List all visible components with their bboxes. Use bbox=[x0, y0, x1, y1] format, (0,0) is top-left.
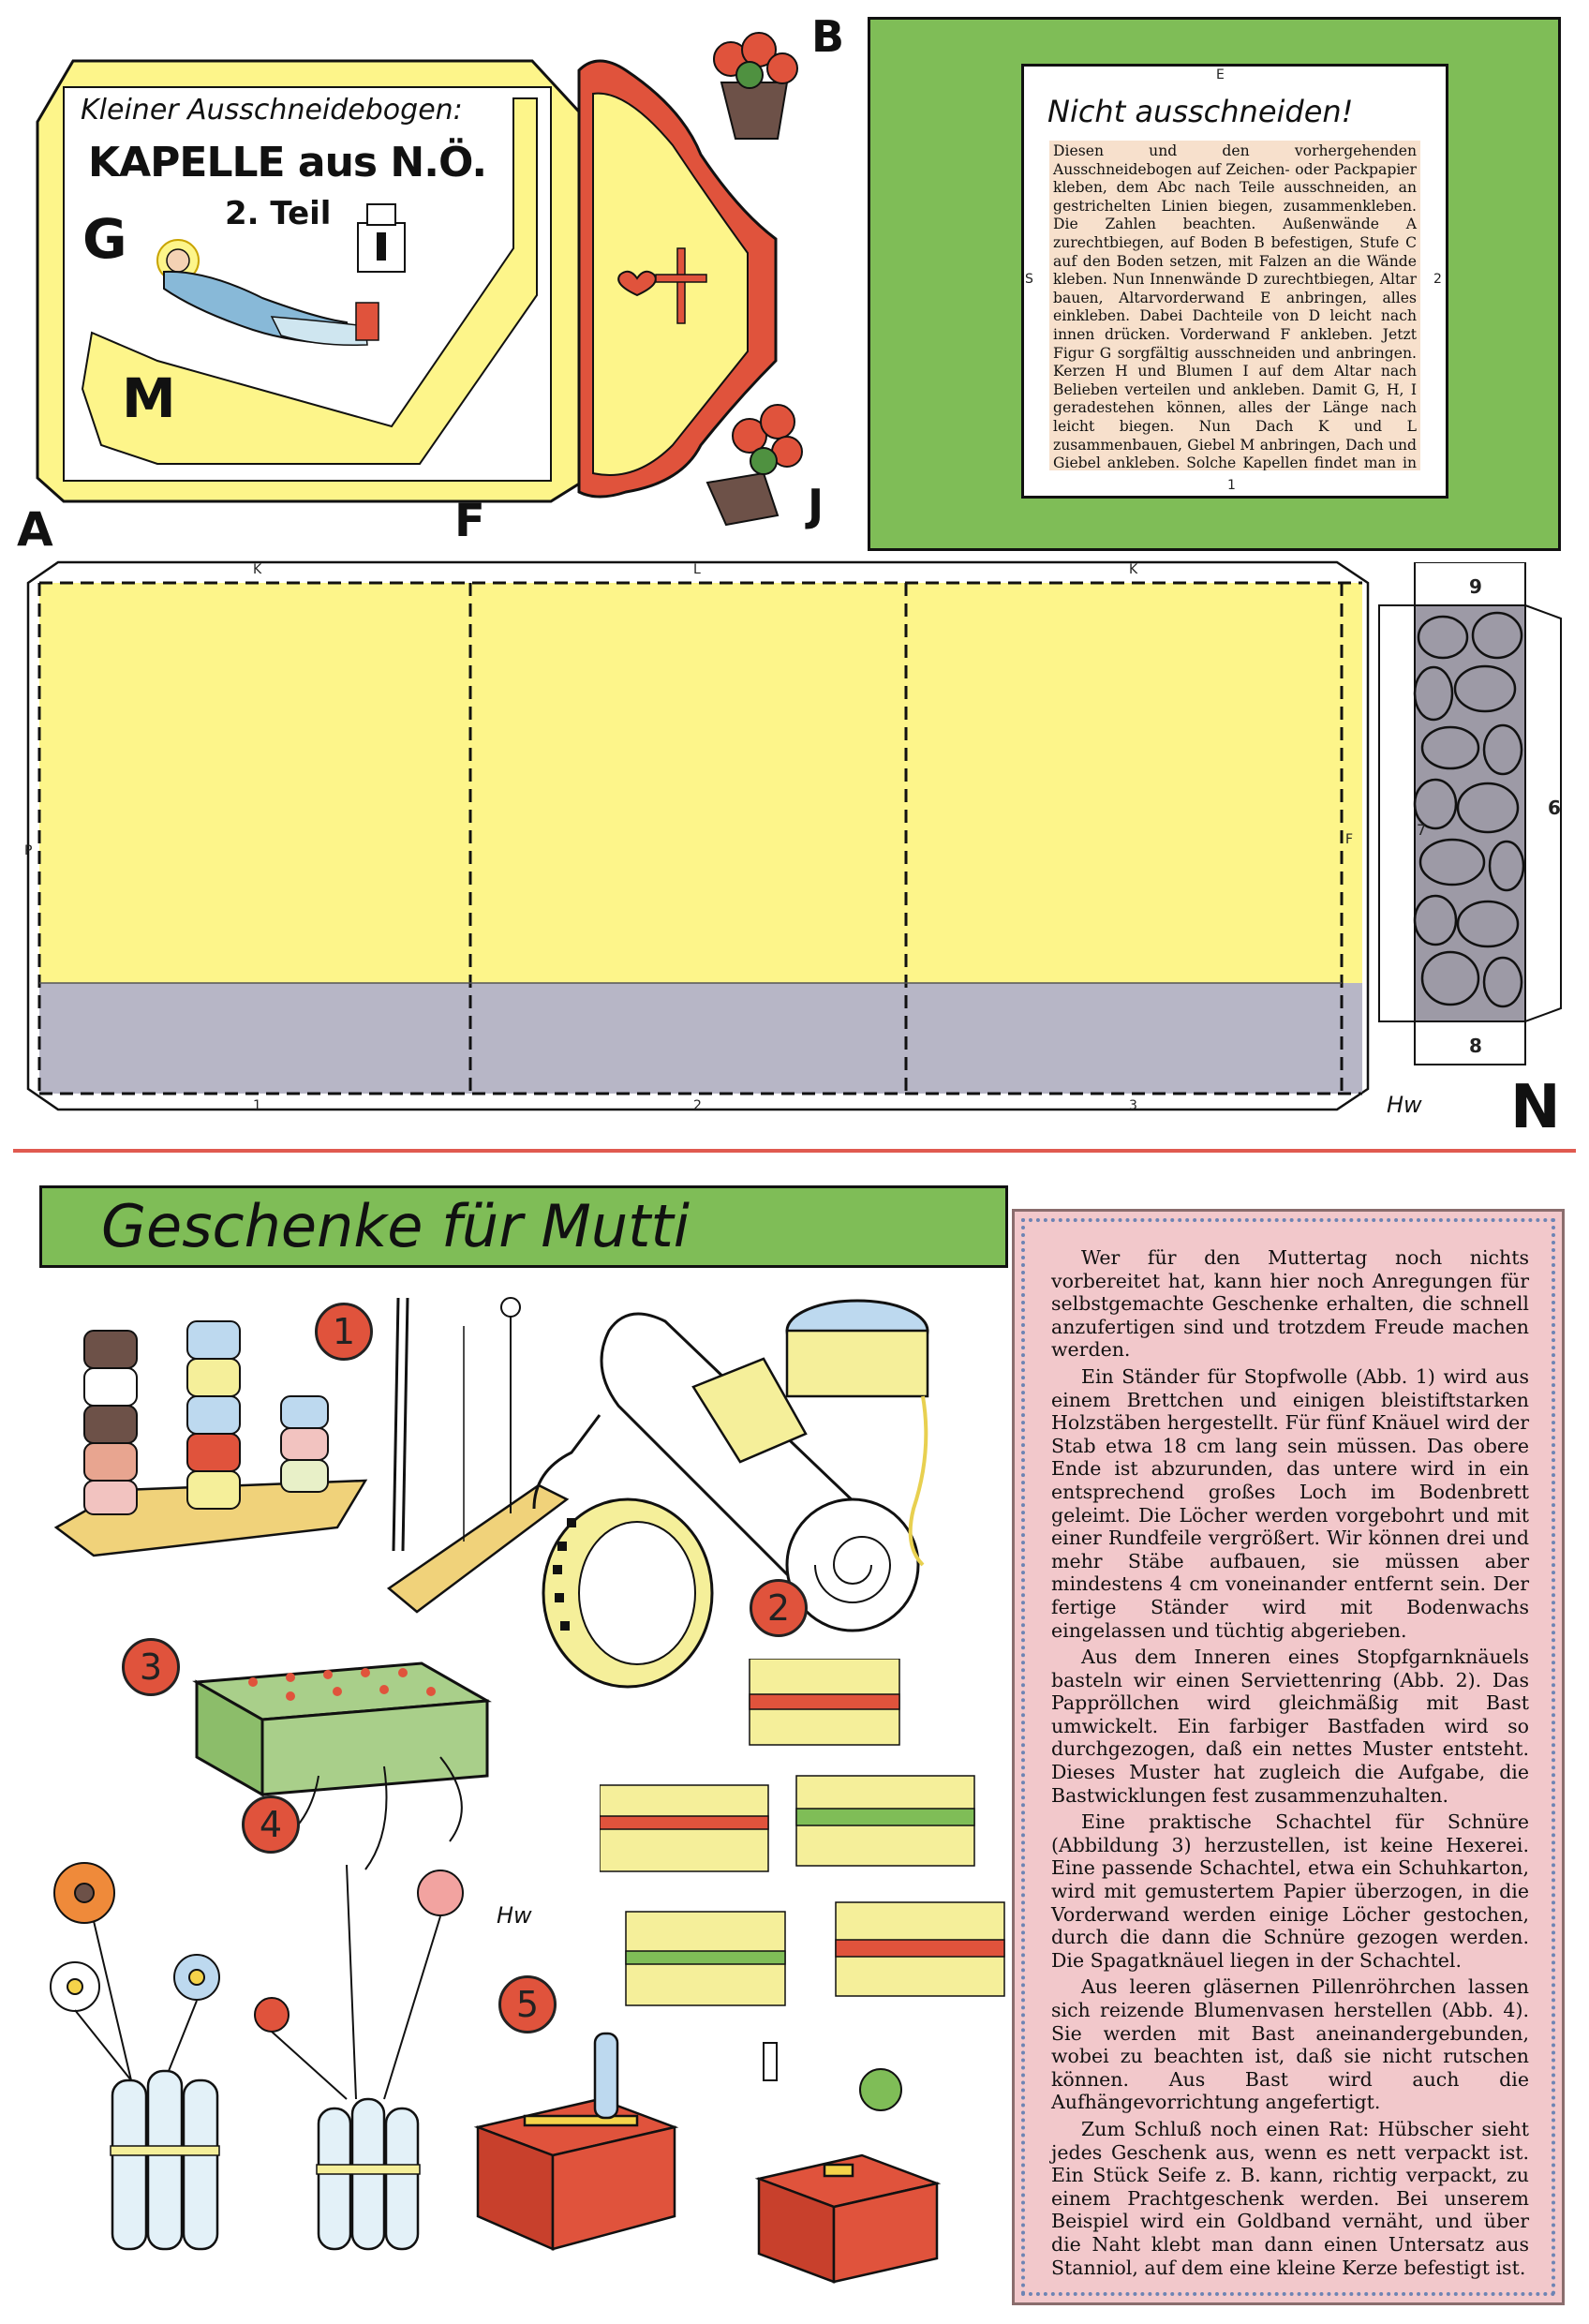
wall-top-label-3: K bbox=[1129, 562, 1138, 577]
gifts-paragraph-4: Eine praktische Schachtel für Schnüre (Abbildung 3) herzustellen, ist keine Hexerei. Eine passende Schachtel, etwa ein Schuhkarton, wird mit gemustertem Papier überzogen, in die Vorderwand werden einige Löcher gestochen, durch die dann die Schnüre gezogen werden. Die Spagatknäuel liegen in der Schachtel. bbox=[1051, 1810, 1529, 1972]
part-letter-g: G bbox=[82, 207, 127, 271]
weave-patterns-illustration bbox=[600, 1659, 1012, 2015]
gifts-title: Geschenke für Mutti bbox=[101, 1192, 691, 1260]
frame-label-left: S bbox=[1025, 272, 1033, 287]
gifts-paragraph-1: Wer für den Muttertag noch nichts vorbereitet hat, kann hier noch Anregungen für selbstgemachte Geschenke erhalten, die schnell anzufertigen sind und trotzdem Freude machen werden. bbox=[1051, 1246, 1529, 1362]
part-letter-n: N bbox=[1510, 1073, 1561, 1142]
frame-label-bottom: 1 bbox=[1227, 478, 1236, 493]
part-letter-f: F bbox=[454, 495, 485, 547]
frame-label-top: E bbox=[1216, 67, 1225, 82]
figure-number-3: 3 bbox=[122, 1638, 180, 1696]
frame-label-right: 2 bbox=[1433, 272, 1442, 287]
wall-bottom-label-2: 2 bbox=[693, 1098, 702, 1113]
gift-boxes-illustration bbox=[468, 2015, 993, 2296]
sheet-signature: Hw bbox=[1387, 1092, 1422, 1118]
wall-bottom-label-1: 1 bbox=[253, 1098, 261, 1113]
altar-icon bbox=[349, 195, 414, 279]
gifts-paragraph-3: Aus dem Inneren eines Stopfgarnknäuels basteln wir einen Serviettenring (Abb. 2). Das Pappröllchen wird gleichmäßig mit Bast umwickelt. Ein farbiger Bastfaden wird so durchgezogen, daß ein nettes Muster entsteht. Dieses Muster hat zugleich die Aufgabe, die Bastwicklungen fest zusammenzuhalten. bbox=[1051, 1646, 1529, 1807]
wall-top-label-1: K bbox=[253, 562, 262, 577]
stone-label-bottom: 8 bbox=[1469, 1035, 1482, 1057]
wall-side-label-right: F bbox=[1345, 832, 1354, 847]
gifts-paragraph-2: Ein Ständer für Stopfwolle (Abb. 1) wird aus einem Brettchen und einigen bleistiftstarken Holzstäben hergestellt. Für fünf Knäuel wird der Stab etwa 18 cm lang sein müssen. Das obere Ende ist abzurunden, das untere wird in ein entsprechend großes Loch im Bodenbrett geleimt. Die Löcher werden vorgebohrt und mit einer Rundfeile vergrößert. Wir können drei und mehr Stäbe aufbauen, sie müssen aber mindestens 4 cm voneinander entfernt sein. Der fertige Ständer wird mit Bodenwachs eingelassen und tüchtig abgerieben. bbox=[1051, 1364, 1529, 1642]
instructions-body: Diesen und den vorhergehenden Ausschneidebogen auf Zeichen- oder Packpapier kleben, dem Abc nach Teile ausschneiden, an gestrichelten Linien biegen, zusammenkleben. Die Zahlen beachten. Außenwände A zurechtbiegen, auf Boden B befestigen, Stufe C auf den Boden setzen, mit Falzen an die Wände kleben. Nun Innenwände D zurechtbiegen, Altar bauen, Altarvorderwand E anbringen, alles einkleben. Dabei Dachteile von D leicht nach innen drücken. Vorderwand F ankleben. Jetzt Figur G sorgfältig ausschneiden und anbringen. Kerzen H und Blumen I auf dem Altar nach Belieben verteilen und ankleben. Damit G, H, I geradestehen können, alles der Länge nach leicht biegen. Nun Dach K und L zusammenbauen, Giebel M anbringen, Dach und Giebel ankleben. Solche Kapellen findet man in bbox=[1049, 141, 1420, 470]
gifts-paragraph-5: Aus leeren gläsernen Pillenröhrchen lassen sich reizende Blumenvasen herstellen (Abb. 4). Sie werden mit Bast aneinandergebunden, wobei zu beachten ist, daß sie nicht rutschen können. Aus Bast wird auch die Aufhängevorrichtung angefertigt. bbox=[1051, 1975, 1529, 2114]
flower-vases-illustration bbox=[37, 1827, 525, 2268]
stone-strip-n bbox=[1377, 562, 1574, 1068]
figure-number-1: 1 bbox=[315, 1303, 373, 1361]
part-letter-j: J bbox=[808, 480, 824, 530]
wall-strip-a bbox=[21, 555, 1370, 1117]
flower-pot-b bbox=[684, 17, 824, 157]
gifts-paragraph-6: Zum Schluß noch einen Rat: Hübscher sieht jedes Geschenk aus, wenn es nett verpackt ist. Ein Stück Seife z. B. kann, richtig verpackt, zu einem Prachtgeschenk werden. Bei unserem Beispiel wird ein Goldband vernäht, und über die Naht klebt man dann einen Untersatz aus Stanniol, auf dem eine kleine Kerze befestigt ist. bbox=[1051, 2117, 1529, 2279]
stone-label-right: 6 bbox=[1548, 797, 1561, 819]
sheet-heading-line1: Kleiner Ausschneidebogen: bbox=[81, 94, 463, 127]
sheet-heading-line2: KAPELLE aus N.Ö. bbox=[88, 139, 487, 186]
wall-top-label-2: L bbox=[693, 562, 701, 577]
stone-label-top: 9 bbox=[1469, 575, 1482, 598]
wall-side-label-left: P bbox=[24, 843, 33, 858]
figure-number-2: 2 bbox=[750, 1579, 808, 1637]
sheet-heading-line3: 2. Teil bbox=[225, 195, 332, 232]
gifts-signature: Hw bbox=[497, 1902, 532, 1929]
page-divider bbox=[13, 1149, 1576, 1153]
instructions-title: Nicht ausschneiden! bbox=[1047, 94, 1354, 129]
part-letter-m: M bbox=[122, 366, 176, 430]
part-letter-a: A bbox=[17, 502, 53, 557]
wall-bottom-label-3: 3 bbox=[1129, 1098, 1137, 1113]
figure-number-4: 4 bbox=[242, 1795, 300, 1854]
figure-number-5: 5 bbox=[498, 1975, 557, 2034]
gifts-article bbox=[1051, 1246, 1529, 2283]
part-letter-b: B bbox=[811, 11, 845, 62]
stone-label-mid: 7 bbox=[1417, 821, 1427, 839]
